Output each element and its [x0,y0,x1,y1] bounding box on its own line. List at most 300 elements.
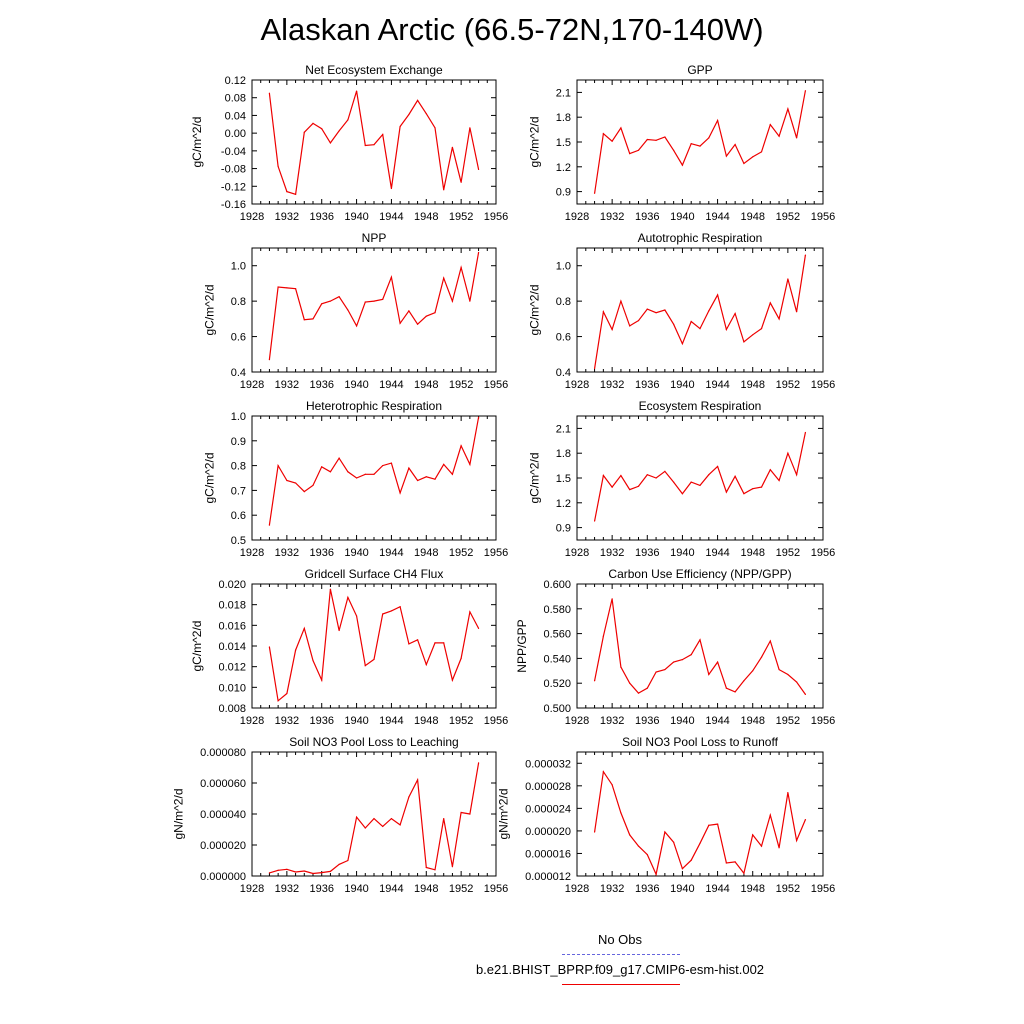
data-point [295,288,296,289]
data-point [400,606,401,607]
data-point [699,485,700,486]
x-tick-label: 1928 [564,547,590,559]
data-point [629,153,630,154]
data-point [452,680,453,681]
x-tick-label: 1944 [705,379,730,391]
data-point [787,453,788,454]
data-point [743,873,744,874]
x-tick-label: 1944 [379,379,404,391]
chart-panel-10 [496,735,835,895]
y-tick-label: 1.5 [555,137,571,149]
data-point [391,818,392,819]
data-point [347,309,348,310]
data-point [417,100,418,101]
data-point [312,123,313,124]
data-point [673,842,674,843]
x-tick-label: 1952 [775,547,801,559]
data-point [330,301,331,302]
x-tick-label: 1928 [564,883,590,895]
y-tick-label: 1.0 [230,260,246,273]
y-tick-label: 0.000016 [525,848,571,861]
y-tick-label: 0.000024 [525,803,571,816]
data-point [664,669,665,670]
data-point [805,90,806,91]
y-tick-label: 1.0 [555,260,571,273]
data-point [295,482,296,483]
data-point [629,325,630,326]
data-point [312,660,313,661]
x-tick-label: 1956 [483,379,509,391]
data-point [373,301,374,302]
plot-frame [577,248,823,372]
data-point [469,611,470,612]
x-tick-label: 1928 [239,211,265,223]
data-point [717,120,718,121]
y-tick-label: 0.012 [218,661,246,674]
data-point [726,155,727,156]
x-tick-label: 1952 [775,211,801,223]
legend-obs-line [562,954,680,955]
data-point [286,480,287,481]
x-tick-label: 1952 [448,211,474,223]
data-point [735,144,736,145]
data-point [408,114,409,115]
data-point [382,613,383,614]
legend-obs-label: No Obs [597,932,643,947]
data-point [330,589,331,590]
data-point [805,694,806,695]
y-tick-label: 0.9 [230,435,246,448]
data-point [443,642,444,643]
y-tick-label: 1.5 [555,473,571,485]
y-tick-label: 0.600 [543,579,571,591]
data-point [787,792,788,793]
panel-title: Net Ecosystem Exchange [305,63,443,77]
data-point [312,318,313,319]
data-point [295,650,296,651]
x-tick-label: 1944 [705,547,730,559]
data-point [269,525,270,526]
y-tick-label: 1.0 [230,411,246,423]
data-point [269,646,270,647]
series-line [595,255,806,368]
data-point [417,639,418,640]
y-tick-label: 0.8 [555,296,571,309]
y-axis-label: gC/m^2/d [190,116,204,168]
data-point [620,301,621,302]
data-point [664,136,665,137]
data-point [673,482,674,483]
data-point [761,657,762,658]
data-point [286,287,287,288]
data-point [304,132,305,133]
data-point [752,488,753,489]
data-point [461,445,462,446]
y-tick-label: 0.4 [555,367,571,379]
y-tick-label: 0.000012 [525,871,571,883]
data-point [347,471,348,472]
data-point [708,825,709,826]
data-point [330,471,331,472]
y-tick-label: 0.5 [230,535,246,547]
data-point [347,119,348,120]
x-tick-label: 1948 [740,883,765,895]
data-point [452,866,453,867]
y-tick-label: 2.1 [555,423,571,436]
x-tick-label: 1936 [309,547,334,559]
data-point [805,819,806,820]
y-axis-label: gC/m^2/d [527,452,542,504]
y-tick-label: -0.12 [220,181,246,194]
data-point [664,831,665,832]
y-axis-label: gC/m^2/d [202,284,217,336]
x-tick-label: 1940 [670,715,695,727]
x-tick-label: 1928 [239,547,265,559]
data-point [612,486,613,487]
data-point [373,144,374,145]
y-tick-label: 0.010 [218,682,246,695]
chart-panel-4 [527,231,835,391]
data-point [417,324,418,325]
data-point [461,812,462,813]
data-point [682,165,683,166]
data-point [787,278,788,279]
data-point [304,870,305,871]
panel-title: Autotrophic Respiration [637,231,763,245]
data-point [638,846,639,847]
y-tick-label: 0.014 [218,641,246,653]
data-point [726,862,727,863]
data-point [717,662,718,663]
data-point [638,486,639,487]
legend-model-line [562,984,680,985]
data-point [478,252,479,253]
data-point [620,666,621,667]
data-point [426,316,427,317]
chart-panel-8 [515,567,835,727]
data-point [434,479,435,480]
x-tick-label: 1956 [483,211,509,223]
data-point [708,674,709,675]
data-point [469,464,470,465]
data-point [356,90,357,91]
data-point [452,474,453,475]
y-tick-label: 1.8 [555,448,571,461]
data-point [691,143,692,144]
data-point [673,662,674,663]
y-axis-label: gC/m^2/d [527,116,542,168]
data-point [726,329,727,330]
y-tick-label: 0.000040 [200,809,246,821]
data-point [400,824,401,825]
chart-panel-3 [202,231,508,391]
x-tick-label: 1952 [775,379,801,391]
x-tick-label: 1932 [274,547,300,559]
data-point [699,843,700,844]
data-point [594,520,595,521]
x-tick-label: 1956 [810,379,836,391]
data-point [612,784,613,785]
data-point [612,329,613,330]
data-point [761,151,762,152]
data-point [752,156,753,157]
data-point [469,301,470,302]
data-point [655,312,656,313]
data-point [805,254,806,255]
y-tick-label: 0.9 [555,522,571,535]
x-tick-label: 1952 [448,379,474,391]
data-point [339,458,340,459]
y-axis-label: NPP/GPP [515,619,529,673]
data-point [717,824,718,825]
x-tick-label: 1944 [705,883,730,895]
data-point [770,469,771,470]
x-tick-label: 1956 [810,211,836,223]
data-point [286,693,287,694]
data-point [408,310,409,311]
x-tick-label: 1932 [599,379,625,391]
x-tick-label: 1932 [599,715,625,727]
chart-panel-9 [171,735,511,895]
x-tick-label: 1948 [740,379,765,391]
data-point [339,130,340,131]
y-axis-label: gN/m^2/d [496,788,511,840]
data-point [443,278,444,279]
data-point [673,150,674,151]
data-point [603,475,604,476]
data-point [373,818,374,819]
x-tick-label: 1940 [344,715,369,727]
data-point [400,126,401,127]
x-tick-label: 1948 [414,211,439,223]
data-point [443,189,444,190]
data-point [682,868,683,869]
series-line [269,91,478,194]
plot-frame [577,584,823,708]
y-tick-label: 0.08 [224,92,246,105]
data-point [691,860,692,861]
plot-frame [577,80,823,204]
x-tick-label: 1952 [775,715,801,727]
data-point [339,296,340,297]
y-tick-label: 1.2 [555,161,571,174]
data-point [647,139,648,140]
data-point [400,323,401,324]
y-tick-label: 0.7 [230,485,246,498]
data-point [434,869,435,870]
x-tick-label: 1944 [705,715,730,727]
x-tick-label: 1936 [309,211,334,223]
data-point [647,474,648,475]
data-point [434,312,435,313]
data-point [365,827,366,828]
data-point [330,142,331,143]
y-tick-label: 0.000020 [200,840,246,852]
x-tick-label: 1940 [670,211,695,223]
y-tick-label: 0.560 [543,628,571,641]
chart-panel-1 [190,63,508,223]
data-point [620,127,621,128]
x-tick-label: 1948 [740,715,765,727]
y-tick-label: 0.00 [224,128,246,141]
data-point [787,108,788,109]
y-tick-label: 0.12 [224,75,246,87]
data-point [426,867,427,868]
data-point [365,145,366,146]
data-point [647,854,648,855]
data-point [796,311,797,312]
x-tick-label: 1956 [810,883,836,895]
x-tick-label: 1936 [635,379,660,391]
data-point [408,467,409,468]
data-point [269,359,270,360]
data-point [805,432,806,433]
data-point [691,482,692,483]
x-tick-label: 1940 [670,883,695,895]
plot-frame [577,416,823,540]
x-tick-label: 1944 [379,715,404,727]
chart-panel-5 [202,399,508,559]
data-point [356,477,357,478]
y-tick-label: 0.500 [543,703,571,715]
x-tick-label: 1944 [379,883,404,895]
y-tick-label: 0.016 [218,620,246,633]
y-tick-label: 0.6 [555,331,571,344]
data-point [770,124,771,125]
y-tick-label: -0.16 [220,199,246,211]
data-point [735,476,736,477]
data-point [778,480,779,481]
data-point [295,871,296,872]
y-tick-label: 0.000000 [200,871,246,883]
data-point [278,870,279,871]
data-point [452,147,453,148]
y-axis-label: gC/m^2/d [202,452,217,504]
y-tick-label: 0.8 [230,296,246,309]
y-tick-label: 0.000028 [525,780,571,793]
data-point [594,193,595,194]
data-point [655,874,656,875]
data-point [796,840,797,841]
data-point [391,188,392,189]
y-tick-label: 1.8 [555,112,571,125]
data-point [647,688,648,689]
data-point [647,309,648,310]
y-tick-label: 0.000032 [525,758,571,771]
data-point [321,128,322,129]
data-point [304,628,305,629]
x-tick-label: 1932 [599,883,625,895]
data-point [743,680,744,681]
data-point [426,664,427,665]
x-tick-label: 1936 [635,547,660,559]
panel-title: Heterotrophic Respiration [305,399,443,413]
x-tick-label: 1936 [635,883,660,895]
x-tick-label: 1944 [379,211,404,223]
panel-title: Gridcell Surface CH4 Flux [304,567,444,581]
data-point [638,693,639,694]
data-point [356,325,357,326]
data-point [682,493,683,494]
x-tick-label: 1932 [274,211,300,223]
data-point [708,474,709,475]
x-tick-label: 1952 [448,883,474,895]
data-point [356,817,357,818]
data-point [382,826,383,827]
x-tick-label: 1948 [414,883,439,895]
data-point [778,318,779,319]
data-point [761,328,762,329]
y-axis-label: gC/m^2/d [190,620,204,672]
data-point [594,680,595,681]
data-point [278,286,279,287]
data-point [778,847,779,848]
data-point [682,343,683,344]
data-point [717,294,718,295]
data-point [347,597,348,598]
data-point [796,137,797,138]
y-tick-label: 2.1 [555,87,571,100]
data-point [691,654,692,655]
data-point [796,681,797,682]
x-tick-label: 1948 [740,211,765,223]
x-tick-label: 1956 [810,715,836,727]
y-tick-label: 0.6 [230,510,246,523]
y-tick-label: 0.520 [543,678,571,691]
data-point [478,762,479,763]
data-point [461,267,462,268]
data-point [356,615,357,616]
data-point [673,324,674,325]
x-tick-label: 1952 [448,715,474,727]
data-point [655,140,656,141]
data-point [408,796,409,797]
data-point [612,141,613,142]
y-tick-label: 0.8 [230,460,246,473]
data-point [304,319,305,320]
data-point [699,328,700,329]
x-tick-label: 1936 [309,883,334,895]
data-point [286,191,287,192]
x-tick-label: 1928 [564,211,590,223]
plot-frame [252,248,496,372]
data-point [743,341,744,342]
x-tick-label: 1940 [670,547,695,559]
data-point [603,635,604,636]
data-point [304,491,305,492]
y-tick-label: 0.000080 [200,747,246,759]
plot-frame [252,80,496,204]
x-tick-label: 1952 [448,547,474,559]
data-point [391,610,392,611]
data-point [347,860,348,861]
x-tick-label: 1952 [775,883,801,895]
data-point [778,669,779,670]
series-line [595,91,806,194]
data-point [708,310,709,311]
data-point [478,417,479,418]
panel-title: Ecosystem Respiration [638,399,762,413]
series-line [269,252,478,359]
x-tick-label: 1956 [810,547,836,559]
x-tick-label: 1944 [705,211,730,223]
panel-title: GPP [687,63,713,77]
y-tick-label: -0.08 [220,163,246,176]
plot-frame [577,752,823,876]
data-point [743,163,744,164]
data-point [443,818,444,819]
y-tick-label: 0.4 [230,367,246,379]
